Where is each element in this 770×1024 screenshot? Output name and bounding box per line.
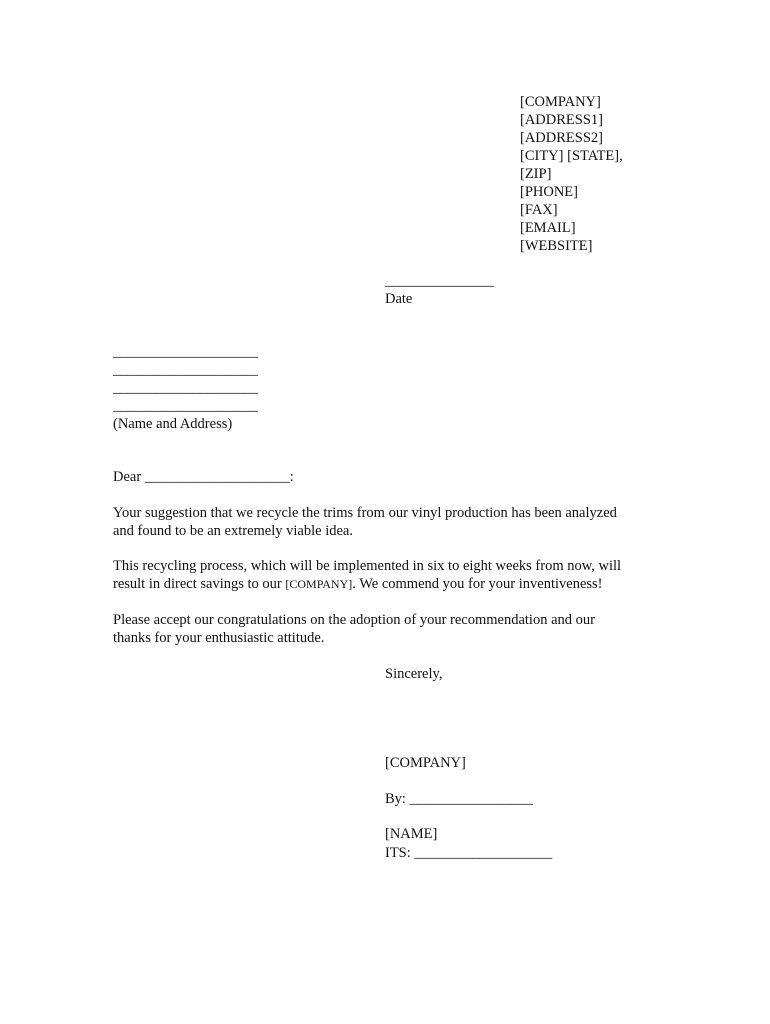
- recipient-block: [113, 343, 258, 433]
- signature-name: [NAME]: [385, 826, 438, 842]
- letterhead-website: [WEBSITE]: [520, 238, 593, 254]
- letterhead-address2: [ADDRESS2]: [520, 130, 603, 146]
- recipient-line: ____________________: [113, 344, 258, 360]
- letterhead-zip: [ZIP]: [520, 166, 552, 182]
- recipient-line: ____________________: [113, 398, 258, 414]
- paragraph-3: [113, 611, 658, 647]
- paragraph-2-text-b: . We commend you for your inventiveness!: [352, 576, 603, 592]
- letterhead-city-state: [CITY] [STATE],: [520, 148, 623, 164]
- date-label: Date: [385, 291, 413, 307]
- date-block: [385, 272, 494, 308]
- letterhead-phone: [PHONE]: [520, 184, 578, 200]
- signature-company: [COMPANY]: [385, 755, 466, 771]
- letterhead-company: [COMPANY]: [520, 94, 601, 110]
- letterhead-address1: [ADDRESS1]: [520, 112, 603, 128]
- paragraph-2: [113, 557, 658, 593]
- paragraph-1: [113, 504, 658, 540]
- salutation: Dear ____________________:: [113, 469, 294, 485]
- recipient-label: (Name and Address): [113, 416, 233, 432]
- paragraph-3-line-2: thanks for your enthusiastic attitude.: [113, 630, 325, 646]
- paragraph-2-text-a: result in direct savings to our: [113, 576, 286, 592]
- letterhead-fax: [FAX]: [520, 202, 558, 218]
- signature-by-line: By: _________________: [385, 791, 533, 807]
- paragraph-1-line-1: Your suggestion that we recycle the trims from our vinyl production has been analyzed: [113, 505, 617, 521]
- recipient-line: ____________________: [113, 380, 258, 396]
- signature-its-line: ITS: ___________________: [385, 845, 553, 861]
- letterhead-email: [EMAIL]: [520, 220, 576, 236]
- letterhead: [520, 93, 623, 255]
- recipient-line: ____________________: [113, 362, 258, 378]
- closing-sincerely: Sincerely,: [385, 666, 443, 682]
- date-blank-line: _______________: [385, 273, 494, 289]
- paragraph-2-line-2: [113, 575, 658, 593]
- paragraph-2-line-1: This recycling process, which will be implemented in six to eight weeks from now, will: [113, 558, 622, 574]
- paragraph-1-line-2: and found to be an extremely viable idea.: [113, 523, 353, 539]
- paragraph-2-company: [COMPANY]: [285, 577, 353, 591]
- paragraph-3-line-1: Please accept our congratulations on the adoption of your recommendation and our: [113, 612, 595, 628]
